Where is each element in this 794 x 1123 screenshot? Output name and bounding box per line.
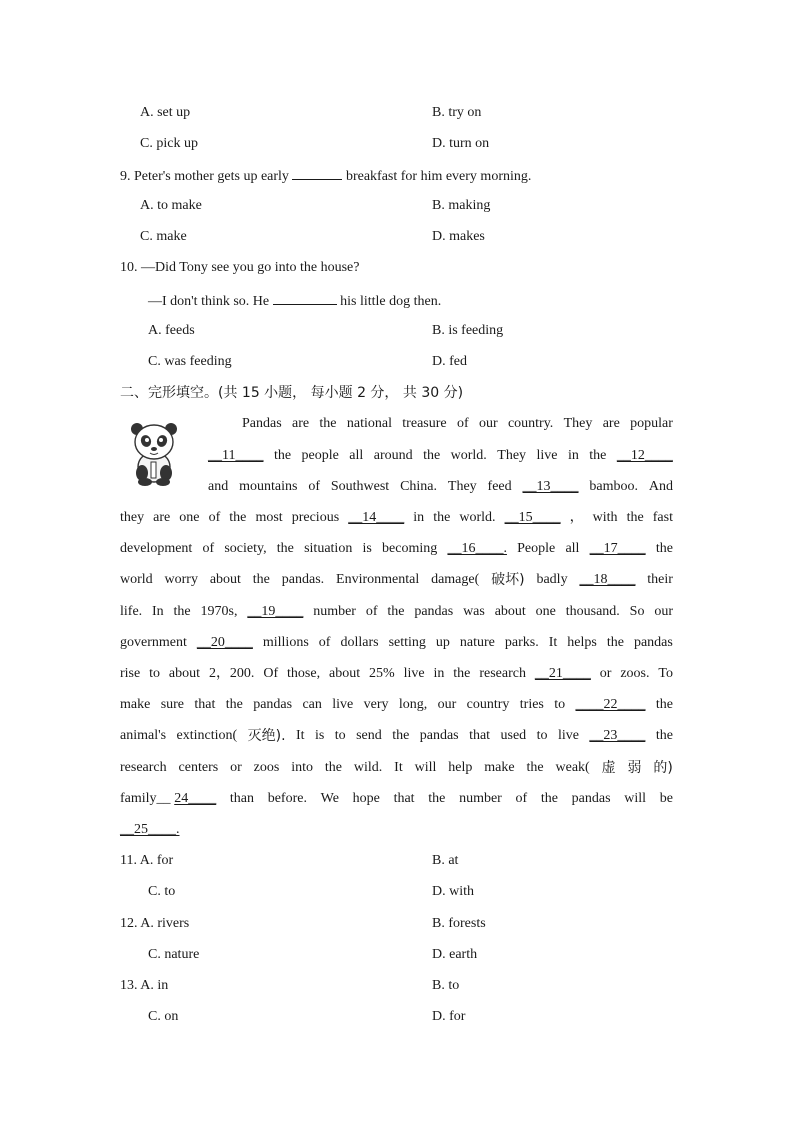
passage-line-4 <box>120 509 673 527</box>
word: the <box>433 510 451 525</box>
blank-12: __12____ <box>616 448 673 463</box>
word: development <box>120 541 193 556</box>
word: that <box>393 791 415 806</box>
word: the <box>276 541 294 556</box>
q9-stem <box>120 166 531 186</box>
word: of <box>365 604 378 619</box>
word: the <box>526 760 544 775</box>
q13-option-c: C. on <box>148 1009 179 1024</box>
word: will <box>624 791 647 806</box>
q10-stem-pre: —I don't think so. He <box>148 294 270 309</box>
word: number <box>313 604 356 619</box>
passage-line-9 <box>120 665 673 683</box>
passage-line-11 <box>120 727 673 745</box>
word: long, <box>398 697 428 712</box>
word: live <box>403 666 425 681</box>
q10-option-a: A. feeds <box>148 323 195 338</box>
word: of <box>308 479 320 494</box>
word: the <box>453 666 471 681</box>
blank-15: __15____ <box>504 510 561 525</box>
word: parks. <box>504 635 539 650</box>
word: the <box>540 791 558 806</box>
word: can <box>302 697 322 712</box>
word: They <box>447 479 477 494</box>
word: of <box>208 510 221 525</box>
word: up <box>435 635 450 650</box>
passage-line-10 <box>120 696 673 714</box>
word: Southwest <box>330 479 390 494</box>
blank-21: __21____ <box>534 666 591 681</box>
q11-option-d: D. with <box>432 884 474 899</box>
word: weak( <box>555 760 590 775</box>
word: badly <box>536 572 568 587</box>
word: live <box>332 697 354 712</box>
word: national <box>346 416 392 431</box>
word: pandas. <box>281 572 325 587</box>
blank-18: __18____ <box>579 572 636 587</box>
word: tries <box>519 697 544 712</box>
word: to <box>149 666 161 681</box>
passage-line-12 <box>120 759 673 777</box>
word: about <box>329 666 361 681</box>
word: the <box>655 541 673 556</box>
word: the <box>428 791 446 806</box>
word: are <box>153 510 171 525</box>
word: country. <box>507 416 554 431</box>
word: fast <box>652 510 673 525</box>
word: they <box>120 510 145 525</box>
word: with <box>592 510 618 525</box>
word: very <box>363 697 389 712</box>
q11-option-b: B. at <box>432 853 459 868</box>
word: their <box>647 572 673 587</box>
word: the <box>387 604 405 619</box>
word: about <box>168 666 201 681</box>
word: family__ <box>120 791 171 806</box>
word: country <box>466 697 510 712</box>
word: the <box>655 728 673 743</box>
word: in <box>567 448 579 463</box>
word: our <box>437 697 457 712</box>
q12-option-c: C. nature <box>148 947 200 962</box>
word: the <box>589 448 607 463</box>
word: about <box>209 572 241 587</box>
blank-19: __19____ <box>247 604 304 619</box>
word: popular <box>630 416 673 431</box>
word: before. <box>267 791 307 806</box>
q13-option-b: B. to <box>432 978 460 993</box>
q9-option-c: C. make <box>140 229 187 244</box>
word: setting <box>388 635 426 650</box>
word: live <box>536 448 558 463</box>
blank-25: __25____. <box>120 822 180 837</box>
passage-line-8 <box>120 634 673 652</box>
q10-stem-line1: 10. —Did Tony see you go into the house? <box>120 260 360 275</box>
passage-line-2 <box>208 447 673 465</box>
word: the <box>273 448 292 463</box>
q10-blank <box>273 291 337 305</box>
q12-option-b: B. forests <box>432 916 486 931</box>
word: of <box>515 791 528 806</box>
word: dollars <box>340 635 379 650</box>
q11-option-a: 11. A. for <box>120 853 174 868</box>
word: rise <box>120 666 141 681</box>
q8-option-a: A. set up <box>140 105 191 120</box>
word: damage( <box>431 572 480 587</box>
word: Pandas <box>242 416 282 431</box>
word: nature <box>459 635 495 650</box>
word: world <box>120 572 153 587</box>
blank-23: __23____ <box>589 728 646 743</box>
word: They <box>563 416 593 431</box>
word: wild. <box>353 760 383 775</box>
section-2-title: 二、完形填空。(共 15 小题， 每小题 2 分， 共 30 分) <box>120 385 464 401</box>
word: To <box>658 666 673 681</box>
q8-option-c: C. pick up <box>140 136 198 151</box>
word: the <box>319 416 337 431</box>
word: was <box>463 604 485 619</box>
passage-line-3 <box>208 478 673 496</box>
word: in <box>413 510 425 525</box>
q13-option-d: D. for <box>432 1009 466 1024</box>
word: send <box>356 728 382 743</box>
word: government <box>120 635 187 650</box>
word: Environmental <box>336 572 420 587</box>
word: We <box>320 791 339 806</box>
q8-option-d: D. turn on <box>432 136 490 151</box>
passage-line-6 <box>120 571 673 589</box>
word: used <box>500 728 527 743</box>
word: all <box>565 541 580 556</box>
word: They <box>497 448 527 463</box>
word: the <box>626 510 644 525</box>
word: is <box>314 728 325 743</box>
word: than <box>229 791 255 806</box>
word: 虚 <box>601 760 616 776</box>
word: treasure <box>402 416 447 431</box>
word: precious <box>291 510 340 525</box>
q10-stem-line2 <box>148 291 441 311</box>
word: of <box>456 416 469 431</box>
word: the <box>423 448 441 463</box>
word: 弱 <box>627 760 642 776</box>
word: of <box>318 635 331 650</box>
word: that <box>194 697 216 712</box>
word: thousand. <box>565 604 620 619</box>
word: situation <box>304 541 353 556</box>
word: 2，200. <box>208 666 255 681</box>
word: in <box>433 666 445 681</box>
word: is <box>362 541 372 556</box>
word: that <box>469 728 491 743</box>
q11-option-c: C. to <box>148 884 176 899</box>
blank-22: ____22____ <box>575 697 646 712</box>
word: around <box>373 448 413 463</box>
passage-line-1 <box>208 415 673 433</box>
word: pandas <box>633 635 673 650</box>
blank-20: __20____ <box>196 635 253 650</box>
word: 25% <box>369 666 395 681</box>
word: ， <box>569 510 584 525</box>
q9-option-b: B. making <box>432 198 491 213</box>
word: hope <box>352 791 380 806</box>
word: of <box>202 541 215 556</box>
q10-stem-post: his little dog then. <box>340 294 442 309</box>
word: people <box>301 448 339 463</box>
word: pandas <box>414 604 454 619</box>
word: bamboo. <box>589 479 638 494</box>
word: 破坏) <box>491 572 525 588</box>
q8-option-b: B. try on <box>432 105 482 120</box>
word: or <box>599 666 612 681</box>
blank-17: __17____ <box>589 541 646 556</box>
word: the <box>252 572 270 587</box>
word: In <box>152 604 164 619</box>
word: the <box>606 635 624 650</box>
q10-option-c: C. was feeding <box>148 354 232 369</box>
word: life. <box>120 604 143 619</box>
q9-blank <box>292 166 342 180</box>
word: So <box>629 604 645 619</box>
word: pandas <box>253 697 293 712</box>
blank-13: __13____ <box>522 479 579 494</box>
word: world. <box>459 510 496 525</box>
word: are <box>292 416 310 431</box>
word: And <box>648 479 673 494</box>
word: about <box>494 604 526 619</box>
word: number <box>459 791 502 806</box>
word: becoming <box>382 541 438 556</box>
word: are <box>602 416 620 431</box>
word: sure <box>160 697 185 712</box>
word: and <box>208 479 229 494</box>
q9-option-a: A. to make <box>140 198 202 213</box>
word: or <box>230 760 242 775</box>
word: centers <box>178 760 219 775</box>
word: zoos. <box>620 666 650 681</box>
word: world. <box>450 448 487 463</box>
word: the <box>225 697 243 712</box>
word: be <box>659 791 673 806</box>
q9-option-d: D. makes <box>432 229 485 244</box>
word: one <box>179 510 200 525</box>
word: our <box>654 604 673 619</box>
word: China. <box>400 479 438 494</box>
q13-option-a: 13. A. in <box>120 978 169 993</box>
q9-stem-post: breakfast for him every morning. <box>345 169 532 184</box>
word: the <box>324 760 342 775</box>
blank-16: __16____. <box>447 541 507 556</box>
q9-stem-pre: 9. Peter's mother gets up early <box>120 169 289 184</box>
word: will <box>414 760 437 775</box>
word: to <box>334 728 346 743</box>
blank-14: __14____ <box>348 510 405 525</box>
word: those, <box>287 666 321 681</box>
word: feed <box>487 479 512 494</box>
word: research <box>479 666 526 681</box>
word: It <box>295 728 305 743</box>
word: It <box>394 760 403 775</box>
word: mountains <box>239 479 298 494</box>
word: the <box>229 510 247 525</box>
word: worry <box>164 572 198 587</box>
passage-line-7 <box>120 603 673 621</box>
word: our <box>478 416 498 431</box>
word: helps <box>567 635 597 650</box>
word: live <box>557 728 579 743</box>
word: society, <box>224 541 267 556</box>
word: People <box>517 541 556 556</box>
word: help <box>448 760 473 775</box>
word: to <box>554 697 566 712</box>
q12-option-d: D. earth <box>432 947 478 962</box>
word: into <box>291 760 313 775</box>
word: all <box>349 448 364 463</box>
word: It <box>548 635 558 650</box>
word: to <box>536 728 548 743</box>
word: animal's <box>120 728 167 743</box>
blank-11: __11____ <box>208 448 264 463</box>
word: Of <box>263 666 279 681</box>
word: 1970s, <box>200 604 238 619</box>
word: pandas <box>571 791 611 806</box>
word: the <box>655 697 673 712</box>
word: make <box>120 697 151 712</box>
passage-line-5 <box>120 540 673 558</box>
word: the <box>392 728 410 743</box>
blank-24: 24____ <box>174 791 217 806</box>
word: most <box>255 510 283 525</box>
passage-line-13 <box>120 790 673 808</box>
word: one <box>535 604 556 619</box>
q10-option-d: D. fed <box>432 354 467 369</box>
word: zoos <box>253 760 280 775</box>
q10-option-b: B. is feeding <box>432 323 504 338</box>
word: 的) <box>653 760 673 776</box>
word: extinction( <box>176 728 238 743</box>
panda-icon <box>126 420 182 486</box>
word: 灭绝). <box>247 728 286 744</box>
word: research <box>120 760 167 775</box>
word: the <box>173 604 191 619</box>
word: make <box>484 760 515 775</box>
word: millions <box>262 635 309 650</box>
word: pandas <box>419 728 459 743</box>
q12-option-a: 12. A. rivers <box>120 916 190 931</box>
